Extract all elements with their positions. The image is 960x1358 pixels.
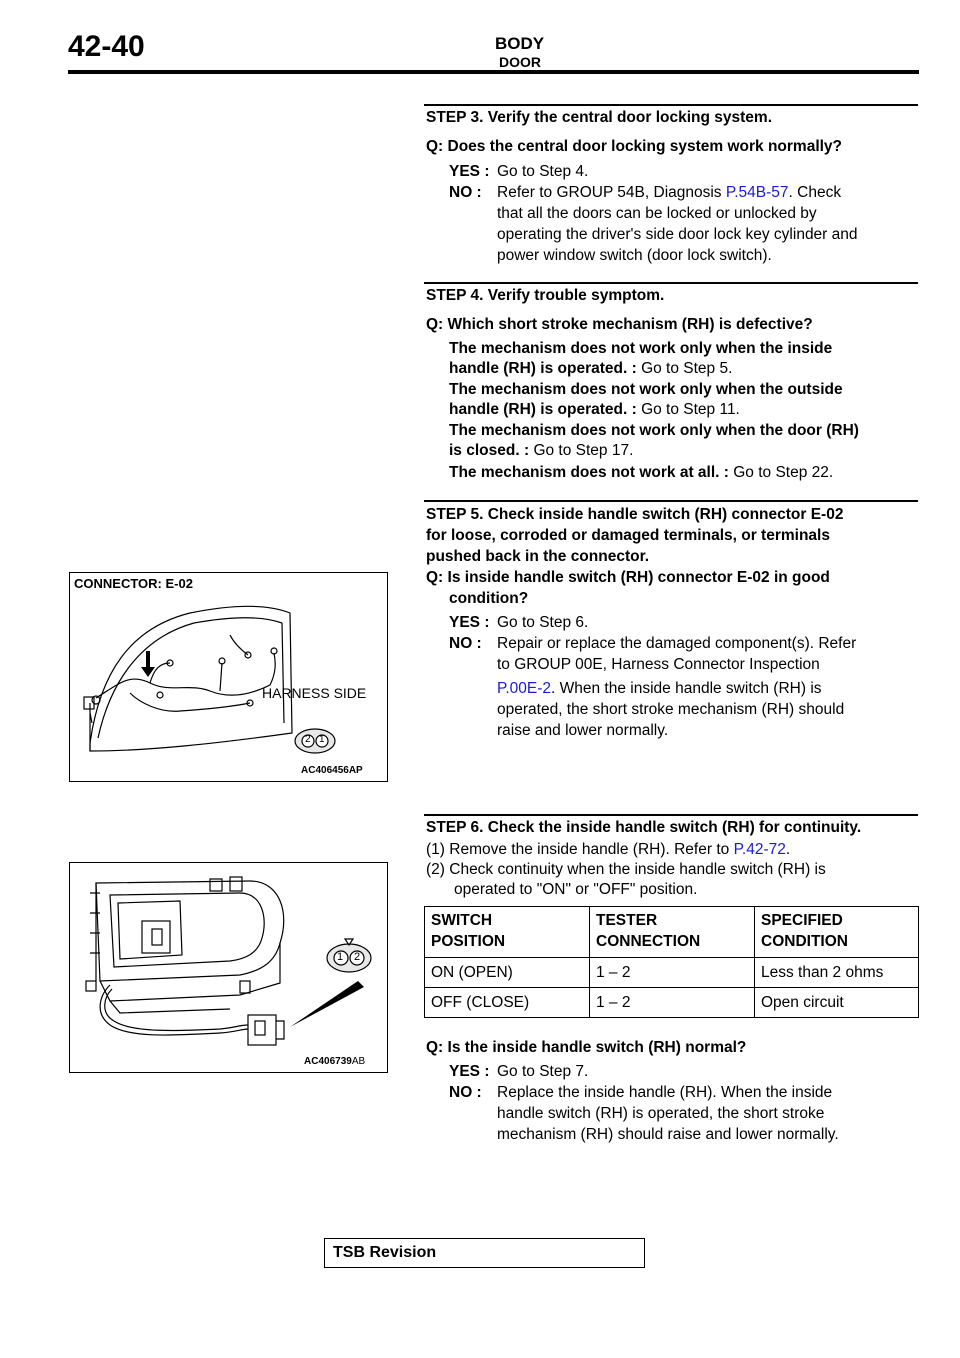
step6-yes-key: YES : xyxy=(449,1063,490,1080)
step4-answer1-line2: handle (RH) is operated. : Go to Step 5. xyxy=(449,360,733,377)
link-p42-72[interactable]: P.42-72 xyxy=(733,841,786,858)
section-title: BODY xyxy=(495,34,545,53)
step4-answer2-line2: handle (RH) is operated. : Go to Step 11. xyxy=(449,401,740,418)
step3-no-line1: Refer to GROUP 54B, Diagnosis P.54B-57. Check xyxy=(497,184,842,201)
step6-rule xyxy=(424,814,918,816)
step6-item1: (1) Remove the inside handle (RH). Refer to P.42-72. xyxy=(426,841,791,858)
page-number: 42-40 xyxy=(68,30,145,63)
step3-no-line2: that all the doors can be locked or unlocked by xyxy=(497,205,817,222)
step6-no-line1: Replace the inside handle (RH). When the inside xyxy=(497,1084,833,1101)
step4-rule xyxy=(424,282,918,284)
connector-e02-figure xyxy=(69,572,388,782)
table-row xyxy=(425,988,919,1018)
step4-title: STEP 4. Verify trouble symptom. xyxy=(426,287,665,304)
step4-question: Q: Which short stroke mechanism (RH) is defective? xyxy=(426,316,813,333)
table-cell: OFF (CLOSE) xyxy=(425,988,590,1018)
step5-no-line1: Repair or replace the damaged component(s). Refer xyxy=(497,635,857,652)
header-switch-position: SWITCH POSITION xyxy=(425,907,590,958)
table-row xyxy=(425,958,919,988)
door-harness-drawing xyxy=(70,573,387,781)
step3-yes-key: YES : xyxy=(449,163,490,180)
step3-rule xyxy=(424,104,918,106)
figure1-code: AC406456AP xyxy=(301,765,363,776)
step5-yes-text: Go to Step 6. xyxy=(497,614,589,631)
header-rule xyxy=(68,70,919,74)
step5-no-key: NO : xyxy=(449,635,482,652)
step5-title-line3: pushed back in the connector. xyxy=(426,548,650,565)
step5-no-line2: to GROUP 00E, Harness Connector Inspection xyxy=(497,656,820,673)
table-cell: 1 – 2 xyxy=(590,958,755,988)
step4-answer2-line1: The mechanism does not work only when the outside xyxy=(449,381,843,398)
step5-no-line4: operated, the short stroke mechanism (RH) should xyxy=(497,701,845,718)
table-cell: Less than 2 ohms xyxy=(755,958,919,988)
step5-rule xyxy=(424,500,918,502)
step6-title: STEP 6. Check the inside handle switch (RH) for continuity. xyxy=(426,819,862,836)
step3-title: STEP 3. Verify the central door locking system. xyxy=(426,109,773,126)
figure1-caption: CONNECTOR: E-02 xyxy=(74,576,193,591)
step3-no-line4: power window switch (door lock switch). xyxy=(497,247,772,264)
step5-title-line1: STEP 5. Check inside handle switch (RH) connector E-02 xyxy=(426,506,844,523)
step6-item2-line2: operated to "ON" or "OFF" position. xyxy=(454,881,698,898)
step6-item2-line1: (2) Check continuity when the inside handle switch (RH) is xyxy=(426,861,826,878)
step4-answer4: The mechanism does not work at all. : Go to Step 22. xyxy=(449,464,834,481)
table-cell: Open circuit xyxy=(755,988,919,1018)
step3-question: Q: Does the central door locking system work normally? xyxy=(426,138,843,155)
step6-question: Q: Is the inside handle switch (RH) normal? xyxy=(426,1039,747,1056)
step5-no-line5: raise and lower normally. xyxy=(497,722,669,739)
header-specified-condition: SPECIFIED CONDITION xyxy=(755,907,919,958)
subsection-title: DOOR xyxy=(499,54,541,70)
header-tester-connection: TESTER CONNECTION xyxy=(590,907,755,958)
connector-pin-2: 2 xyxy=(305,734,311,745)
step6-yes-text: Go to Step 7. xyxy=(497,1063,589,1080)
figure2-code: AC406739AB xyxy=(304,1056,366,1067)
step6-no-line3: mechanism (RH) should raise and lower normally. xyxy=(497,1126,839,1143)
step5-yes-key: YES : xyxy=(449,614,490,631)
inside-handle-figure xyxy=(69,862,388,1073)
connector-pin-2: 2 xyxy=(354,951,361,963)
step6-no-key: NO : xyxy=(449,1084,482,1101)
step3-yes-text: Go to Step 4. xyxy=(497,163,589,180)
inside-handle-drawing xyxy=(70,863,387,1072)
step4-answer3-line2: is closed. : Go to Step 17. xyxy=(449,442,634,459)
link-p54b-57[interactable]: P.54B-57 xyxy=(725,184,789,201)
connector-pin-1: 1 xyxy=(319,734,325,745)
step3-no-key: NO : xyxy=(449,184,482,201)
table-cell: ON (OPEN) xyxy=(425,958,590,988)
harness-side-label: HARNESS SIDE xyxy=(262,685,367,701)
step3-no-line3: operating the driver's side door lock key cylinder and xyxy=(497,226,858,243)
step5-title-line2: for loose, corroded or damaged terminals, or terminals xyxy=(426,527,830,544)
link-p00e-2[interactable]: P.00E-2 xyxy=(497,680,552,697)
step4-answer3-line1: The mechanism does not work only when the door (RH) xyxy=(449,422,859,439)
tsb-revision-label: TSB Revision xyxy=(333,1244,437,1261)
step5-question-line2: condition? xyxy=(449,590,529,607)
step5-no-line3: P.00E-2. When the inside handle switch (RH) is xyxy=(497,680,822,697)
table-cell: 1 – 2 xyxy=(590,988,755,1018)
tsb-revision-box xyxy=(324,1238,645,1268)
continuity-table xyxy=(424,906,919,1018)
step6-no-line2: handle switch (RH) is operated, the short stroke xyxy=(497,1105,825,1122)
table-header-row xyxy=(425,907,919,958)
step4-answer1-line1: The mechanism does not work only when the inside xyxy=(449,340,833,357)
step5-question-line1: Q: Is inside handle switch (RH) connector E-02 in good xyxy=(426,569,830,586)
connector-pin-1: 1 xyxy=(337,951,344,963)
